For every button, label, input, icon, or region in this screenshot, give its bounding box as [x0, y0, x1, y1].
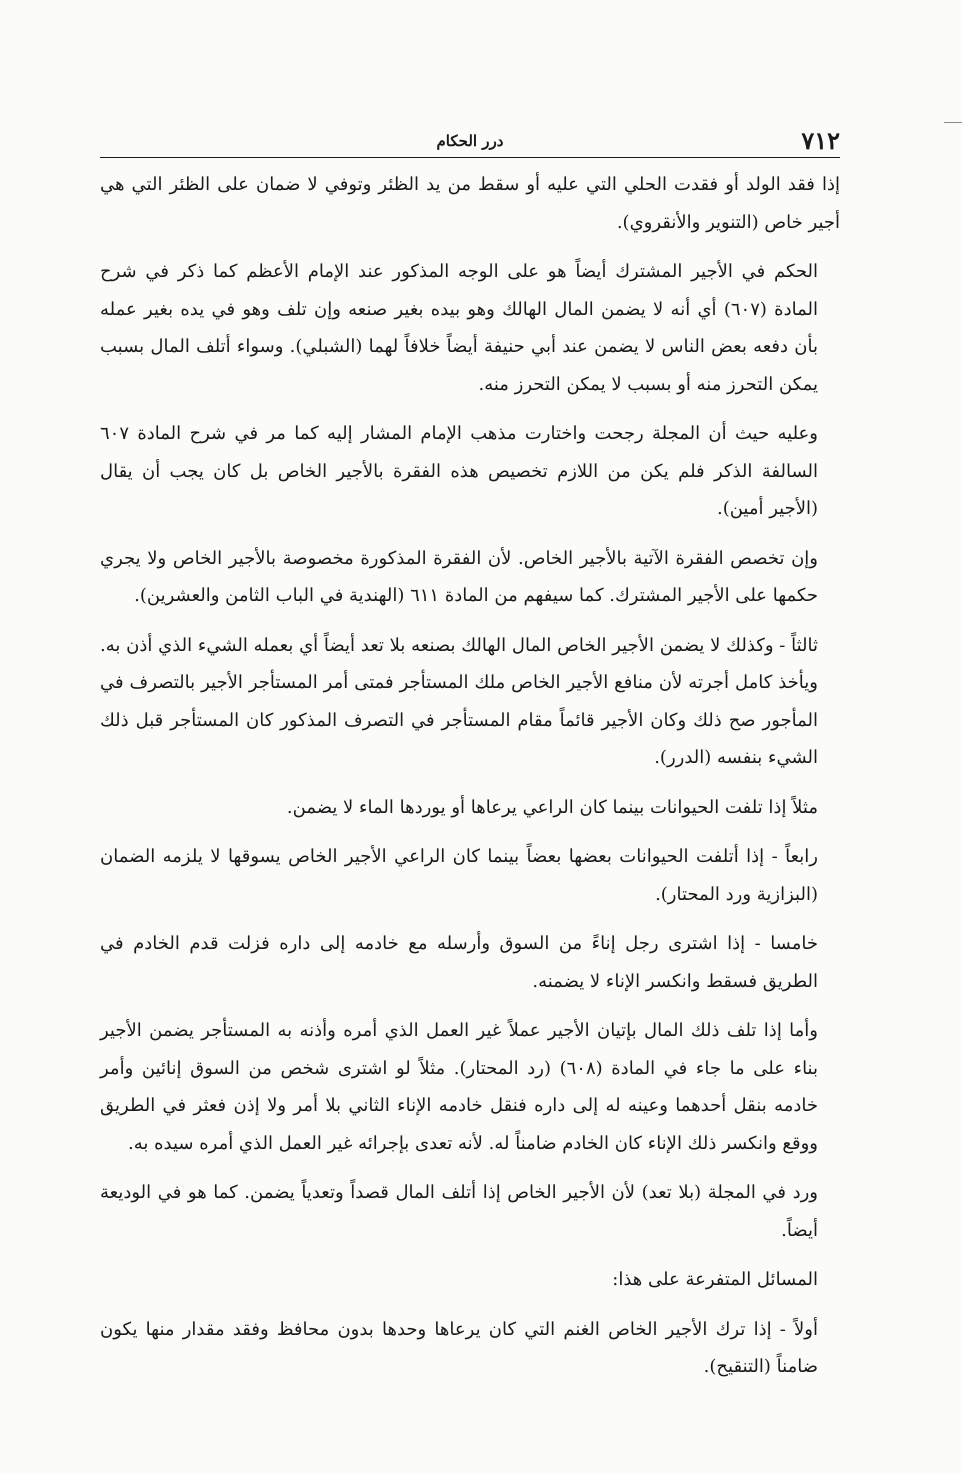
margin-mark [944, 122, 962, 123]
page-number: ٧١٢ [801, 126, 840, 155]
paragraph: إذا فقد الولد أو فقدت الحلي التي عليه أو سقط من يد الظئر وتوفي لا ضمان على الظئر التي هي أجير خاص (التنوير والأنقروي). [100, 174, 840, 233]
header-rule [100, 157, 840, 158]
book-title: درر الحكام [436, 132, 504, 150]
paragraph: ورد في المجلة (بلا تعد) لأن الأجير الخاص إذا أتلف المال قصداً وتعدياً يضمن. كما هو في الوديعة أيضاً. [100, 1182, 818, 1241]
paragraph: ثالثاً - وكذلك لا يضمن الأجير الخاص المال الهالك بصنعه بلا تعد أيضاً أي بعمله الشيء الذي أذن به. ويأخذ كامل أجرته لأن منافع الأجير الخاص ملك المستأجر فمتى أمر المستأجر الأجير بالتصرف في المأجور صح ذلك وكان الأجير قائماً مقام المستأجر في التصرف المذكور كان المستأجر قبل ذلك الشيء بنفسه (الدرر). [100, 634, 818, 768]
paragraph: رابعاً - إذا أتلفت الحيوانات بعضها بعضاً بينما كان الراعي الأجير الخاص يسوقها لا يلزمه الضمان (البزازية ورد المحتار). [100, 846, 818, 905]
running-header [100, 128, 840, 156]
paragraph: مثلاً إذا تلفت الحيوانات بينما كان الراعي يرعاها أو يوردها الماء لا يضمن. [286, 796, 818, 818]
paragraph: أولاً - إذا ترك الأجير الخاص الغنم التي كان يرعاها وحدها بدون محافظ وفقد مقدار منها يكون ضامناً (التنقيح). [100, 1318, 818, 1377]
paragraph: وإن تخصص الفقرة الآتية بالأجير الخاص. لأن الفقرة المذكورة مخصوصة بالأجير الخاص ولا يجري حكمها على الأجير المشترك. كما سيفهم من المادة ٦١١ (الهندية في الباب الثامن والعشرين). [100, 547, 818, 606]
section-heading: المسائل المتفرعة على هذا: [612, 1269, 818, 1290]
paragraph: الحكم في الأجير المشترك أيضاً هو على الوجه المذكور عند الإمام الأعظم كما ذكر في شرح المادة (٦٠٧) أي أنه لا يضمن المال الهالك وهو بيده بغير صنعه وإن تلف وهو في يده بغير عمله بأن دفعه بعض الناس لا يضمن عند أبي حنيفة أيضاً خلافاً لهما (الشبلي). وسواء أتلف المال بسبب يمكن التحرز منه أو بسبب لا يمكن التحرز منه. [100, 261, 818, 395]
paragraph: خامسا - إذا اشترى رجل إناءً من السوق وأرسله مع خادمه إلى داره فزلت قدم الخادم في الطريق فسقط وانكسر الإناء لا يضمنه. [100, 933, 818, 992]
paragraph: وأما إذا تلف ذلك المال بإتيان الأجير عملاً غير العمل الذي أمره وأذنه به المستأجر يضمن الأجير بناء على ما جاء في المادة (٦٠٨) (رد المحتار). مثلاً لو اشترى شخص من السوق إنائين وأمر خادمه بنقل أحدهما وعينه له إلى داره فنقل خادمه الإناء الثاني بلا أمر ولا إذن فعثر في الطريق ووقع وانكسر ذلك الإناء كان الخادم ضامناً له. لأنه تعدى بإجرائه غير العمل الذي أمره سيده به. [100, 1020, 818, 1154]
body-text [100, 166, 840, 1398]
paragraph: وعليه حيث أن المجلة رجحت واختارت مذهب الإمام المشار إليه كما مر في شرح المادة ٦٠٧ السالفة الذكر فلم يكن من اللازم تخصيص هذه الفقرة بالأجير الخاص بل كان يجب أن يقال (الأجير أمين). [100, 423, 818, 519]
